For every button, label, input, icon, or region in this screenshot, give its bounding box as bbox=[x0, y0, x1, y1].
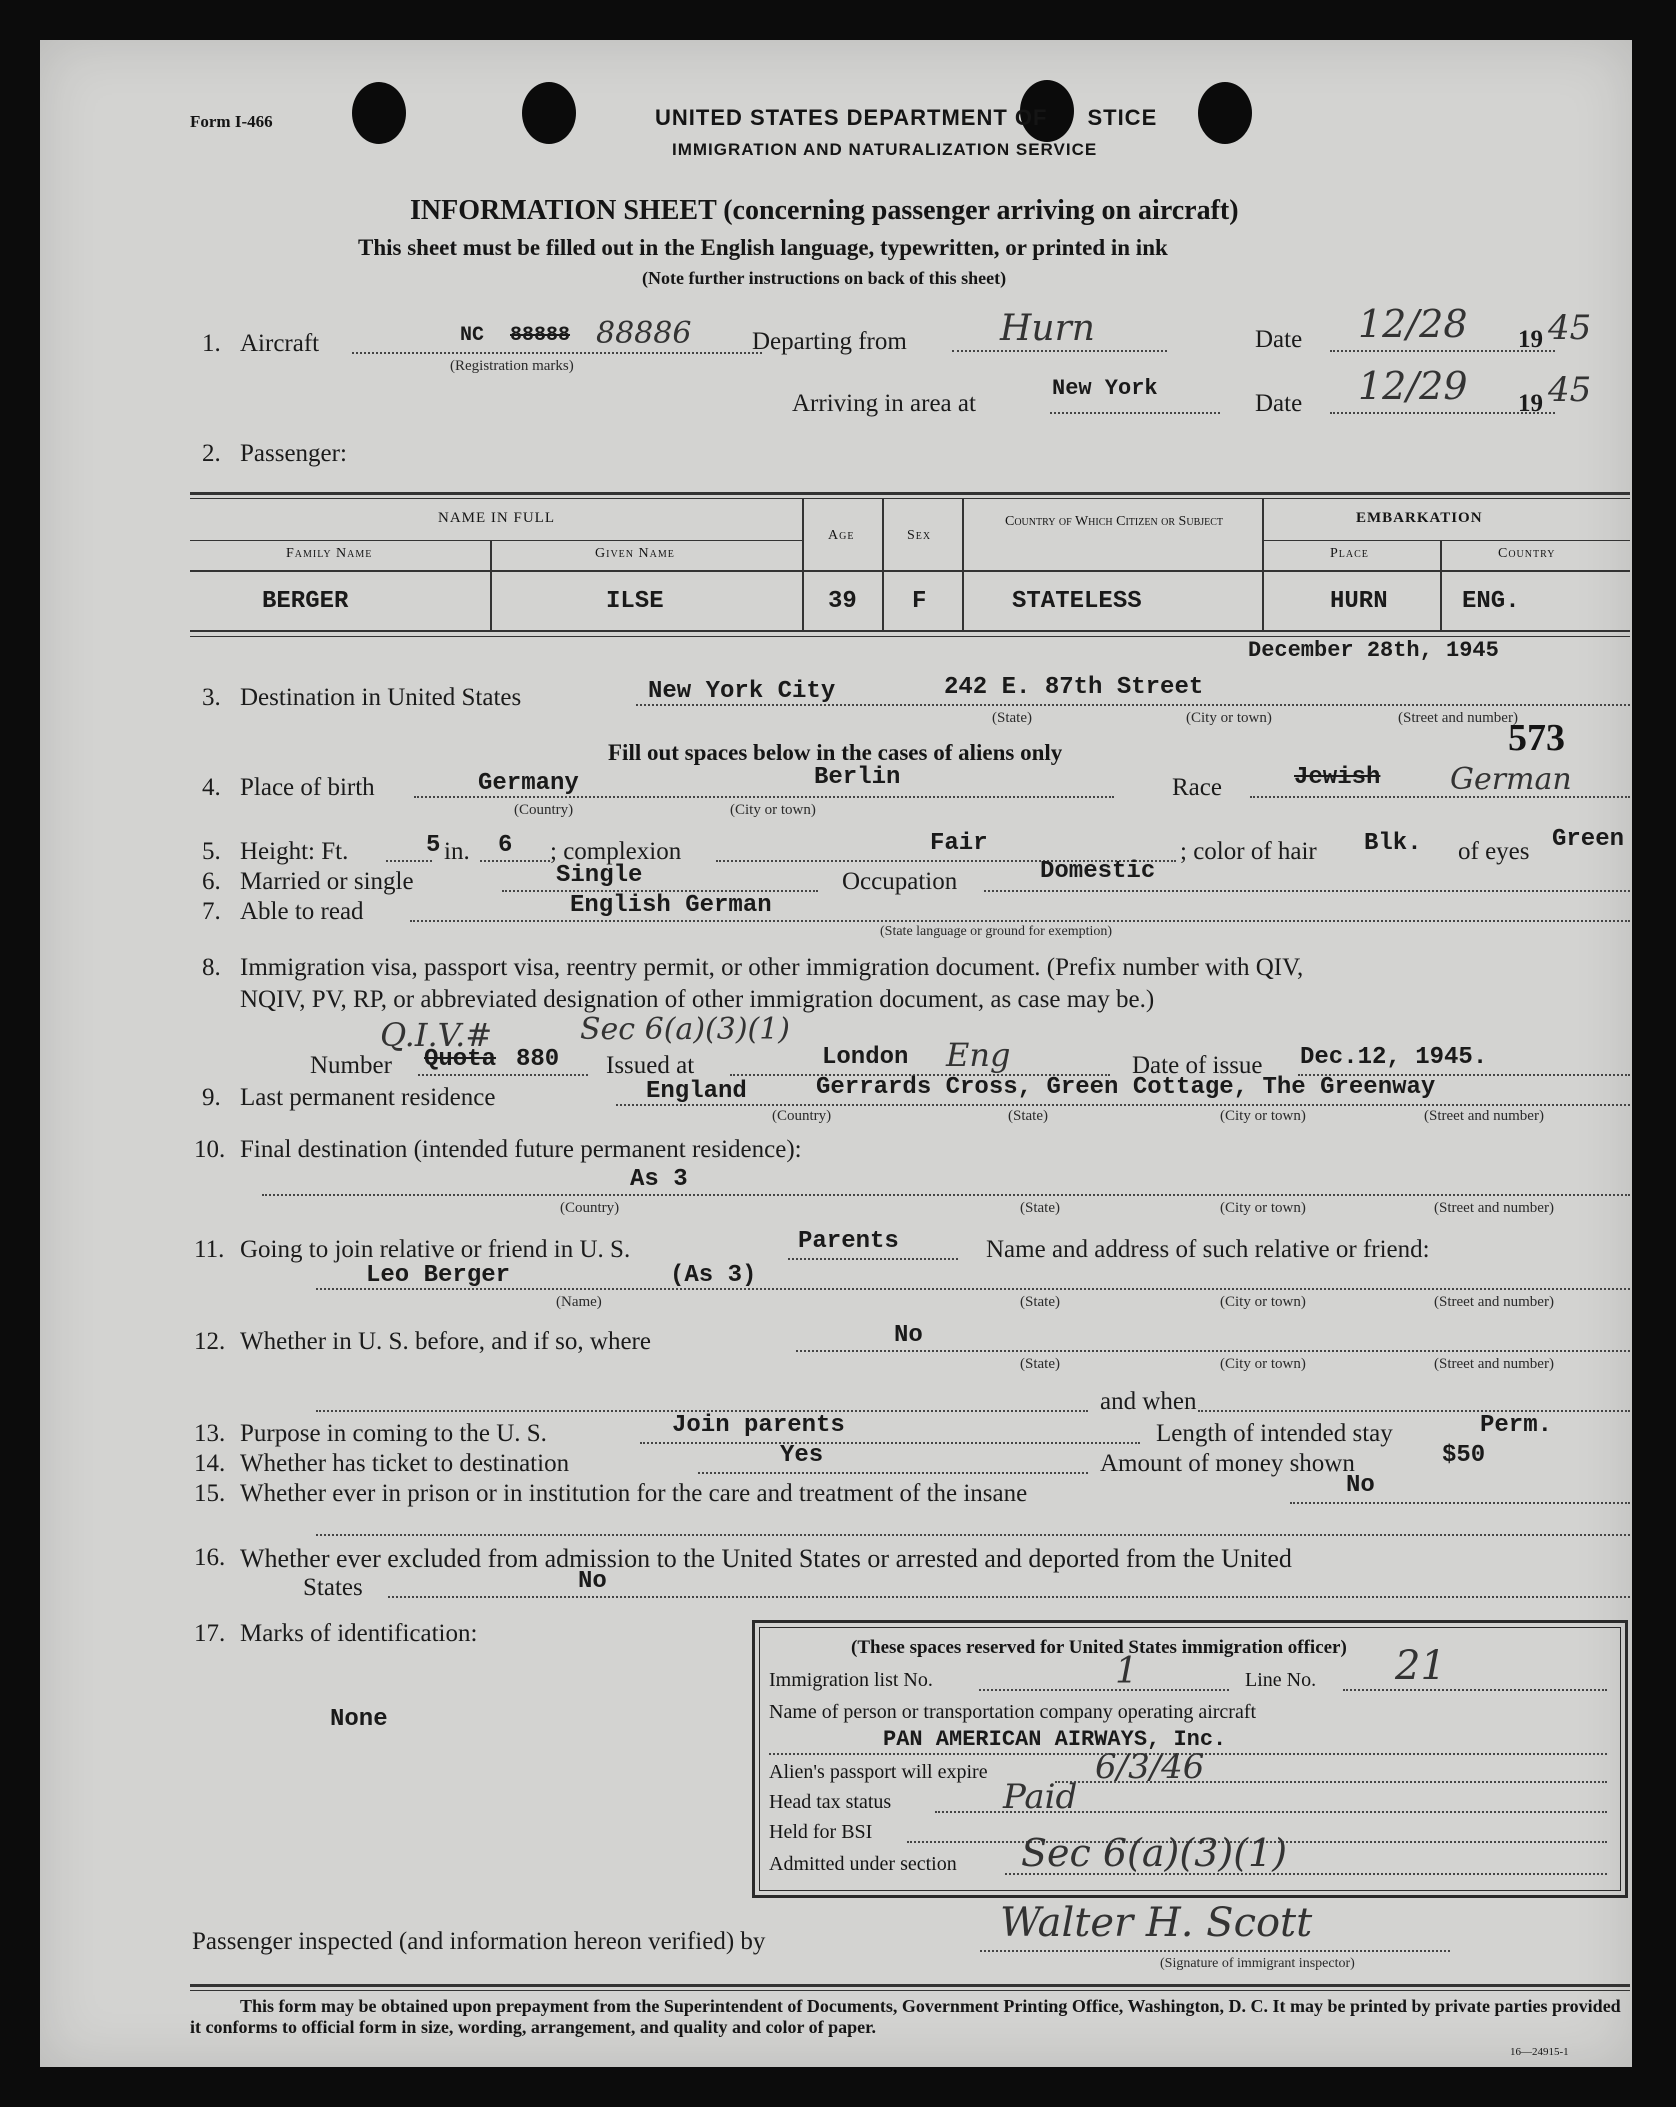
residence-line bbox=[616, 1104, 1630, 1106]
visa-issued-value: London bbox=[822, 1044, 909, 1071]
footer-code: 16—24915-1 bbox=[1510, 2046, 1569, 2058]
birth-country-caption: (Country) bbox=[514, 802, 574, 818]
prior-visit-line bbox=[796, 1350, 1630, 1352]
identification-value: None bbox=[330, 1706, 388, 1733]
ticket-line bbox=[698, 1472, 1088, 1474]
table-col-divider bbox=[1440, 540, 1442, 630]
residence-label: Last permanent residence bbox=[240, 1084, 496, 1111]
item11-number: 11. bbox=[194, 1236, 225, 1263]
departing-line bbox=[952, 350, 1167, 352]
ticket-label: Whether has ticket to destination bbox=[240, 1450, 570, 1477]
line-number-line bbox=[1343, 1689, 1607, 1691]
table-col-divider bbox=[882, 498, 884, 630]
name-in-full-header: NAME IN FULL bbox=[438, 510, 555, 526]
item15-number: 15. bbox=[194, 1480, 226, 1507]
arriving-line bbox=[1050, 412, 1220, 414]
marital-value: Single bbox=[556, 862, 643, 889]
form-subtitle: This sheet must be filled out in the English language, typewritten, or printed in ink bbox=[358, 235, 1168, 260]
passport-expire-label: Alien's passport will expire bbox=[769, 1761, 988, 1783]
birth-city: Berlin bbox=[814, 764, 901, 791]
form-title: INFORMATION SHEET (concerning passenger arriving on aircraft) bbox=[410, 195, 1239, 226]
departing-label: Departing from bbox=[752, 328, 907, 355]
table-bottom-rule bbox=[190, 630, 1630, 632]
relative-street-caption: (Street and number) bbox=[1434, 1294, 1554, 1310]
purpose-value: Join parents bbox=[672, 1412, 845, 1439]
head-tax-label: Head tax status bbox=[769, 1791, 892, 1813]
inspection-label: Passenger inspected (and information hereon verified) by bbox=[192, 1928, 766, 1955]
footer-rule bbox=[190, 1984, 1630, 1987]
race-handwritten: German bbox=[1450, 762, 1572, 797]
relative-name-caption: (Name) bbox=[556, 1294, 602, 1310]
read-caption: (State language or ground for exemption) bbox=[880, 924, 1113, 939]
eyes-label: of eyes bbox=[1458, 838, 1530, 865]
table-top-rule bbox=[190, 492, 1630, 495]
table-header-rule bbox=[190, 570, 1630, 572]
birth-country: Germany bbox=[478, 770, 579, 797]
purpose-line bbox=[640, 1442, 1140, 1444]
destination-date-note: December 28th, 1945 bbox=[1248, 638, 1499, 663]
final-destination-line bbox=[262, 1194, 1630, 1196]
form-sheet bbox=[40, 40, 1632, 2067]
residence-street-caption: (Street and number) bbox=[1424, 1108, 1544, 1124]
visa-number-label: Number bbox=[310, 1052, 392, 1079]
final-state-caption: (State) bbox=[1020, 1200, 1060, 1216]
passenger-label: Passenger: bbox=[240, 440, 347, 467]
officer-box bbox=[752, 1620, 1628, 1898]
excluded-line2: States bbox=[303, 1574, 363, 1601]
identification-label: Marks of identification: bbox=[240, 1620, 478, 1647]
race-label: Race bbox=[1172, 774, 1222, 801]
visa-line2: NQIV, PV, RP, or abbreviated designation of other immigration document, as case may be.) bbox=[240, 986, 1155, 1013]
visa-handwritten-section: Sec 6(a)(3)(1) bbox=[580, 1012, 791, 1047]
item4-number: 4. bbox=[202, 774, 221, 801]
sex-value: F bbox=[912, 588, 927, 615]
place-header: Place bbox=[1330, 546, 1369, 561]
bsi-label: Held for BSI bbox=[769, 1821, 873, 1843]
join-relative-line bbox=[788, 1258, 958, 1260]
footer-rule-2 bbox=[190, 1990, 1630, 1991]
prison-label: Whether ever in prison or in institution for the care and treatment of the insane bbox=[240, 1480, 1028, 1507]
prior-when-line-2 bbox=[1198, 1410, 1630, 1412]
stay-label: Length of intended stay bbox=[1156, 1420, 1393, 1447]
residence-value: Gerrards Cross, Green Cottage, The Greenway bbox=[816, 1074, 1436, 1101]
relative-line bbox=[316, 1288, 1630, 1290]
visa-number-line bbox=[418, 1074, 588, 1076]
item14-number: 14. bbox=[194, 1450, 226, 1477]
aircraft-reg-prefix: NC bbox=[460, 324, 485, 347]
item5-number: 5. bbox=[202, 838, 221, 865]
given-name-header: Given Name bbox=[595, 546, 675, 561]
aircraft-line bbox=[352, 352, 762, 354]
ticket-value: Yes bbox=[780, 1442, 824, 1469]
item17-number: 17. bbox=[194, 1620, 226, 1647]
hair-value: Blk. bbox=[1364, 830, 1422, 857]
race-struck: Jewish bbox=[1294, 764, 1381, 791]
final-city-caption: (City or town) bbox=[1220, 1200, 1306, 1216]
date2-year-value: 45 bbox=[1548, 370, 1592, 410]
final-destination-value: As 3 bbox=[630, 1166, 688, 1193]
company-label: Name of person or transportation company operating aircraft bbox=[769, 1701, 1257, 1723]
prison-value: No bbox=[1346, 1472, 1375, 1499]
punch-hole bbox=[352, 82, 406, 144]
purpose-label: Purpose in coming to the U. S. bbox=[240, 1420, 547, 1447]
visa-date-value: Dec.12, 1945. bbox=[1300, 1044, 1488, 1071]
destination-city-caption: (City or town) bbox=[1186, 710, 1272, 726]
aircraft-reg-struck: 88888 bbox=[510, 324, 571, 347]
list-number-label: Immigration list No. bbox=[769, 1669, 933, 1691]
place-value: HURN bbox=[1330, 588, 1388, 615]
birthplace-label: Place of birth bbox=[240, 774, 375, 801]
citizen-value: STATELESS bbox=[1012, 588, 1142, 615]
residence-city-caption: (City or town) bbox=[1220, 1108, 1306, 1124]
destination-label: Destination in United States bbox=[240, 684, 522, 711]
destination-state: New York City bbox=[648, 678, 836, 705]
join-relative-value: Parents bbox=[798, 1228, 899, 1255]
punch-hole bbox=[522, 82, 576, 144]
marital-label: Married or single bbox=[240, 868, 414, 895]
item13-number: 13. bbox=[194, 1420, 226, 1447]
excluded-line bbox=[388, 1596, 1630, 1598]
date1-value: 12/28 bbox=[1358, 302, 1468, 346]
prior-street-caption: (Street and number) bbox=[1434, 1356, 1554, 1372]
aliens-heading: Fill out spaces below in the cases of aliens only bbox=[608, 740, 1063, 765]
family-name-value: BERGER bbox=[262, 588, 349, 615]
table-embark-divider bbox=[1262, 540, 1630, 541]
race-line bbox=[1250, 796, 1630, 798]
destination-state-caption: (State) bbox=[992, 710, 1032, 726]
excluded-value: No bbox=[578, 1568, 607, 1595]
visa-line1: Immigration visa, passport visa, reentry permit, or other immigration document. (Prefix number with QIV, bbox=[240, 954, 1304, 981]
join-relative-label: Going to join relative or friend in U. S. bbox=[240, 1236, 631, 1263]
visa-handwritten-prefix: Q.I.V.# bbox=[380, 1016, 493, 1054]
country-header: Country bbox=[1498, 546, 1556, 561]
date1-label: Date bbox=[1255, 326, 1303, 353]
department-name bbox=[655, 105, 1157, 131]
list-number-value: 1 bbox=[1115, 1651, 1138, 1692]
read-line bbox=[410, 920, 1630, 922]
final-destination-label: Final destination (intended future permanent residence): bbox=[240, 1136, 802, 1163]
destination-street-caption: (Street and number) bbox=[1398, 710, 1518, 726]
final-street-caption: (Street and number) bbox=[1434, 1200, 1554, 1216]
birth-city-caption: (City or town) bbox=[730, 802, 816, 818]
relative-name-address-label: Name and address of such relative or friend: bbox=[986, 1236, 1430, 1263]
money-label: Amount of money shown bbox=[1100, 1450, 1355, 1477]
prior-visit-value: No bbox=[894, 1322, 923, 1349]
aircraft-label: Aircraft bbox=[240, 330, 320, 357]
citizen-header: Country of Which Citizen or Subject bbox=[1004, 514, 1224, 529]
item2-number: 2. bbox=[202, 440, 221, 467]
relative-city-caption: (City or town) bbox=[1220, 1294, 1306, 1310]
final-country-caption: (Country) bbox=[560, 1200, 620, 1216]
line-number-label: Line No. bbox=[1245, 1669, 1317, 1691]
item9-number: 9. bbox=[202, 1084, 221, 1111]
date1-year-value: 45 bbox=[1548, 308, 1592, 348]
section-value: Sec 6(a)(3)(1) bbox=[1021, 1831, 1288, 1875]
embarkation-header: EMBARKATION bbox=[1356, 510, 1483, 526]
complexion-value: Fair bbox=[930, 830, 988, 857]
relative-address: (As 3) bbox=[670, 1262, 757, 1289]
item8-number: 8. bbox=[202, 954, 221, 981]
stay-value: Perm. bbox=[1480, 1412, 1553, 1439]
country-value: ENG. bbox=[1462, 588, 1520, 615]
item6-number: 6. bbox=[202, 868, 221, 895]
department-name-visible: UNITED STATES DEPARTMENT OF bbox=[655, 105, 1048, 130]
family-name-header: Family Name bbox=[286, 546, 373, 561]
table-top-rule-2 bbox=[190, 498, 1630, 499]
visa-number-struck: Quota bbox=[424, 1046, 497, 1073]
section-label: Admitted under section bbox=[769, 1853, 957, 1875]
item1-number: 1. bbox=[202, 330, 221, 357]
aircraft-reg-handwritten: 88886 bbox=[596, 316, 692, 351]
arriving-value: New York bbox=[1052, 376, 1158, 401]
prison-line bbox=[1290, 1502, 1630, 1504]
age-header: Age bbox=[828, 528, 855, 543]
date2-year-prefix: 19 bbox=[1518, 390, 1543, 417]
occupation-label: Occupation bbox=[842, 868, 958, 895]
aircraft-reg-caption: (Registration marks) bbox=[450, 358, 574, 374]
height-ft-line bbox=[386, 860, 432, 862]
list-number-line bbox=[979, 1689, 1229, 1691]
prior-state-caption: (State) bbox=[1020, 1356, 1060, 1372]
date1-year-prefix: 19 bbox=[1518, 326, 1543, 353]
item16-number: 16. bbox=[194, 1544, 226, 1571]
read-value: English German bbox=[570, 892, 772, 919]
height-in: 6 bbox=[498, 832, 513, 859]
table-col-divider bbox=[962, 498, 964, 630]
head-tax-value: Paid bbox=[1003, 1777, 1078, 1817]
arriving-label: Arriving in area at bbox=[792, 390, 976, 417]
table-col-divider bbox=[802, 498, 804, 630]
prior-visit-label: Whether in U. S. before, and if so, where bbox=[240, 1328, 651, 1355]
form-note: (Note further instructions on back of this sheet) bbox=[642, 268, 1007, 288]
table-col-divider bbox=[1262, 498, 1264, 630]
table-col-divider bbox=[490, 540, 492, 630]
prior-when-label: and when bbox=[1100, 1388, 1197, 1415]
occupation-line bbox=[984, 890, 1630, 892]
date2-value: 12/29 bbox=[1358, 364, 1468, 408]
excluded-line1: Whether ever excluded from admission to the United States or arrested and deported from the United bbox=[240, 1544, 1292, 1573]
visa-issued-label: Issued at bbox=[606, 1052, 695, 1079]
prior-city-caption: (City or town) bbox=[1220, 1356, 1306, 1372]
signature-line bbox=[980, 1950, 1450, 1952]
punch-hole bbox=[1198, 82, 1252, 144]
age-value: 39 bbox=[828, 588, 857, 615]
officer-box-heading: (These spaces reserved for United States immigration officer) bbox=[851, 1637, 1347, 1658]
money-value: $50 bbox=[1442, 1442, 1486, 1469]
form-number: Form I-466 bbox=[190, 112, 273, 131]
occupation-value: Domestic bbox=[1040, 858, 1156, 885]
department-name-tail: STICE bbox=[1087, 105, 1158, 130]
height-in-label: in. bbox=[444, 838, 470, 865]
visa-date-label: Date of issue bbox=[1132, 1052, 1263, 1079]
prison-line-2 bbox=[316, 1534, 1630, 1536]
sex-header: Sex bbox=[907, 528, 932, 543]
table-name-divider bbox=[190, 540, 802, 541]
service-name: IMMIGRATION AND NATURALIZATION SERVICE bbox=[672, 140, 1098, 159]
read-label: Able to read bbox=[240, 898, 364, 925]
item10-number: 10. bbox=[194, 1136, 226, 1163]
relative-name: Leo Berger bbox=[366, 1262, 511, 1289]
date2-label: Date bbox=[1255, 390, 1303, 417]
item7-number: 7. bbox=[202, 898, 221, 925]
line-number-value: 21 bbox=[1395, 1643, 1446, 1689]
residence-country: England bbox=[646, 1078, 747, 1105]
height-label: Height: Ft. bbox=[240, 838, 349, 865]
footer-text: This form may be obtained upon prepayment from the Superintendent of Documents, Government Printing Office, Washington, D. C. It may be printed by private parties provided it conforms to official form in size, wording, arrangement, and quality and color of paper. bbox=[190, 1996, 1621, 2037]
destination-number-note: 573 bbox=[1508, 717, 1565, 759]
height-in-line bbox=[480, 860, 550, 862]
visa-issued-handwritten: Eng bbox=[946, 1036, 1011, 1074]
visa-number-value: 880 bbox=[516, 1046, 560, 1073]
departing-value: Hurn bbox=[1000, 308, 1095, 349]
inspector-signature: Walter H. Scott bbox=[1000, 1900, 1313, 1946]
table-bottom-rule-2 bbox=[190, 636, 1630, 637]
height-ft: 5 bbox=[426, 832, 441, 859]
relative-state-caption: (State) bbox=[1020, 1294, 1060, 1310]
eyes-value: Green bbox=[1552, 826, 1625, 853]
residence-country-caption: (Country) bbox=[772, 1108, 832, 1124]
hair-label: ; color of hair bbox=[1180, 838, 1317, 865]
signature-caption: (Signature of immigrant inspector) bbox=[1160, 1956, 1355, 1971]
given-name-value: ILSE bbox=[606, 588, 664, 615]
item12-number: 12. bbox=[194, 1328, 226, 1355]
complexion-label: ; complexion bbox=[550, 838, 682, 865]
item3-number: 3. bbox=[202, 684, 221, 711]
company-value: PAN AMERICAN AIRWAYS, Inc. bbox=[883, 1727, 1227, 1752]
passport-expire-value: 6/3/46 bbox=[1095, 1747, 1205, 1787]
residence-state-caption: (State) bbox=[1008, 1108, 1048, 1124]
destination-address: 242 E. 87th Street bbox=[944, 674, 1204, 701]
